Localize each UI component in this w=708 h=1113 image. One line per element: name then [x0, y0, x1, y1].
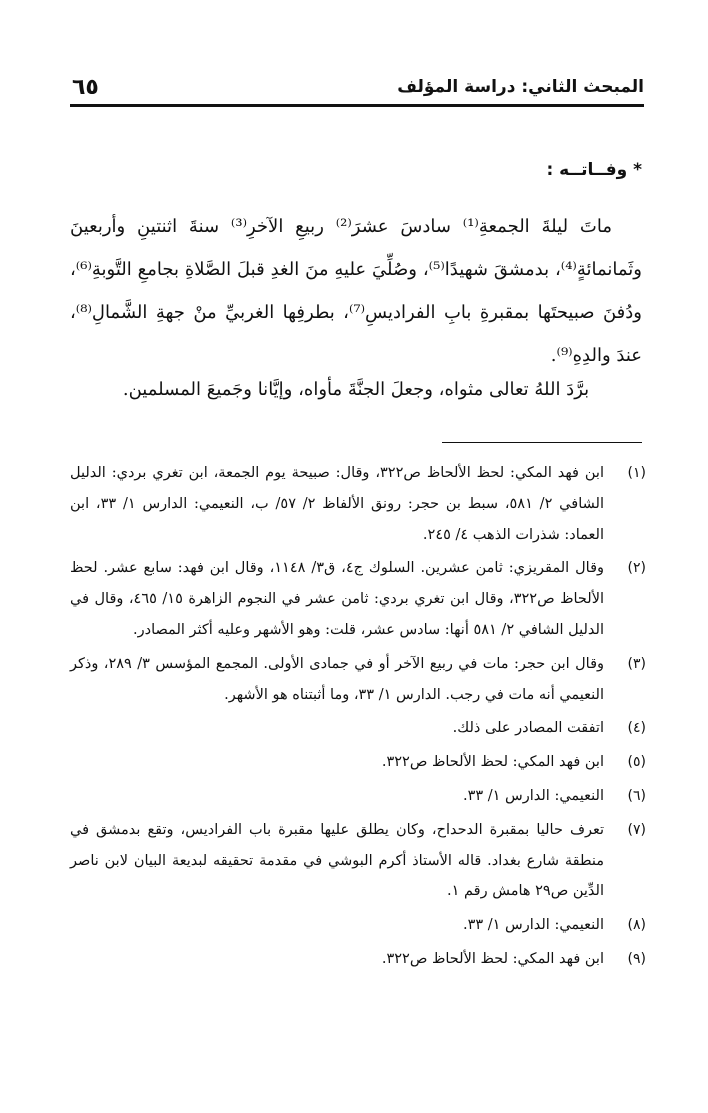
- footnote-number: (٤): [627, 720, 646, 737]
- footnote-number: (٣): [627, 655, 646, 672]
- footnotes: [70, 458, 646, 978]
- footnote: [70, 458, 646, 550]
- footnote-number: (١): [627, 465, 646, 481]
- footnote-text: تعرف حاليا بمقبرة الدحداح، وكان يطلق عليها مقبرة باب الفراديس، وتقع بدمشق في منطقة شارع بغداد. قاله الأستاذ أكرم البوشي في مقدمة تحقيقه لبديعة البيان لابن ناصر الدِّين ص٢٩ هامش رقم ١.: [70, 821, 604, 900]
- footnote: [70, 815, 646, 907]
- running-title: المبحث الثاني: دراسة المؤلف: [397, 77, 644, 97]
- footnote-text: ابن فهد المكي: لحظ الألحاظ ص٣٢٢.: [381, 754, 604, 771]
- footnote-number: (٢): [627, 560, 646, 577]
- footnote-number: (٨): [627, 917, 646, 934]
- footnote-text: النعيمي: الدارس ١/ ٣٣.: [462, 787, 604, 804]
- footnote: [70, 713, 646, 744]
- footnote-text: وقال المقريزي: ثامن عشرين. السلوك ج٤، ق٣/ ١١٤٨، وقال ابن فهد: سابع عشر. لحظ الألحاظ ص٣٢٢، وقال ابن تغري بردي: ثامن عشر في النجوم الزاهرة ١٥/ ٤٦٥، وقال في الدليل الشافي ٢/ ٥٨١ أنها: سادس عشر، قلت: وهو الأشهر وعليه أكثر المصادر.: [70, 560, 605, 638]
- footnote-number: (٩): [627, 950, 646, 967]
- footnote-text: ابن فهد المكي: لحظ الألحاظ ص٣٢٢، وقال: صبيحة يوم الجمعة، ابن تغري بردي: الدليل الشافي ٢/ ٥٨١، سبط بن حجر: رونق الألفاظ ٢/ ٥٧/ ب، النعيمي: الدارس ١/ ٣٣، ابن العماد: شذرات الذهب ٤/ ٢٤٥.: [70, 465, 604, 543]
- footnote-text: وقال ابن حجر: مات في ربيع الآخر أو في جمادى الأولى. المجمع المؤسس ٣/ ٢٨٩، وذكر النعيمي أنه مات في رجب. الدارس ١/ ٣٣، وما أثبتناه هو الأشهر.: [70, 655, 605, 703]
- footnote-number: (٦): [627, 787, 646, 804]
- section-heading: * وفــاتــه :: [546, 160, 642, 180]
- closing-line: برَّدَ اللهُ تعالى مثواه، وجعلَ الجنَّةَ مأواه، وإيَّانا وجَميعَ المسلمين.: [122, 379, 590, 400]
- footnote: [70, 747, 646, 778]
- footnote: [70, 910, 646, 941]
- footnote-text: ابن فهد المكي: لحظ الألحاظ ص٣٢٢.: [381, 950, 604, 967]
- footnote: [70, 553, 646, 645]
- footnote: [70, 781, 646, 812]
- footnote-separator: [442, 442, 642, 443]
- footnote-text: النعيمي: الدارس ١/ ٣٣.: [462, 917, 604, 934]
- footnote-number: (٥): [627, 754, 646, 771]
- page-number: ٦٥: [72, 74, 99, 100]
- footnote: [70, 944, 646, 975]
- footnote-text: اتفقت المصادر على ذلك.: [452, 720, 604, 737]
- page-header: [72, 70, 644, 104]
- body-paragraph: ماتَ ليلةَ الجمعةِ⁽¹⁾ سادسَ عشرَ⁽²⁾ ربيعِ الآخرِ⁽³⁾ سنةَ اثنتينِ وأربعينَ وثَمانمائةٍ⁽⁴⁾، بدمشقَ شهيدًا⁽⁵⁾، وصُلِّيَ عليهِ منَ الغدِ قبلَ الصَّلاةِ بجامعِ التَّوبةِ⁽⁶⁾، ودُفنَ صبيحتَها بمقبرةِ بابِ الفراديسِ⁽⁷⁾، بطرفِها الغربيِّ منْ جهةِ الشَّمالِ⁽⁸⁾، عندَ والدِهِ⁽⁹⁾.: [70, 216, 642, 366]
- header-rule: [70, 104, 644, 107]
- main-text: [70, 205, 642, 377]
- footnote-number: (٧): [627, 821, 646, 838]
- footnote: [70, 649, 646, 711]
